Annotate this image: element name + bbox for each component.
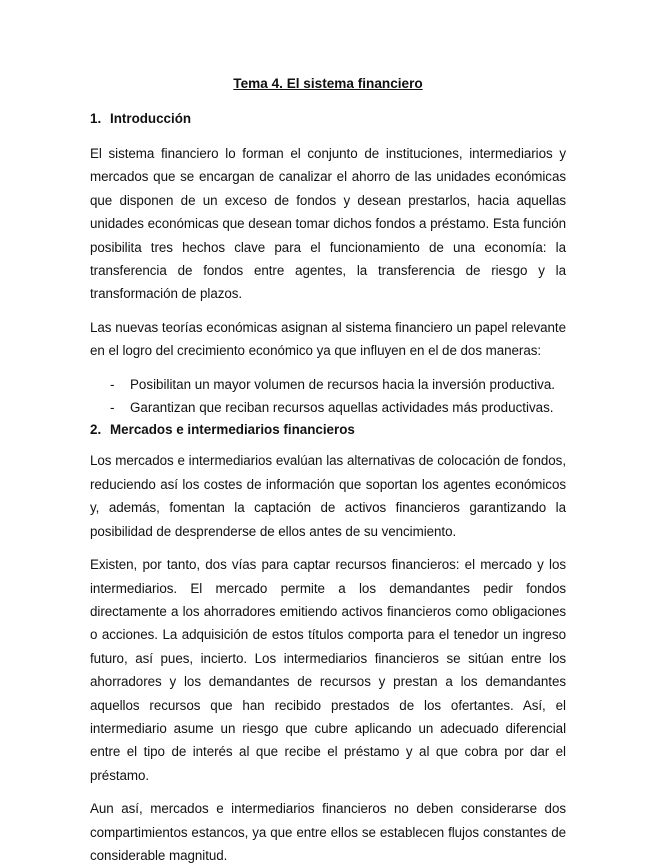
dash-marker: - [110,376,115,392]
section-heading-mercados [90,421,566,439]
paragraph: El sistema financiero lo forman el conjunto de instituciones, intermediarios y mercados que se encargan de canalizar el ahorro de las unidades económicas que disponen de un exceso de fondos y desean prestarlos, hacia aquellas unidades económicas que desean tomar dichos fondos a préstamo. Esta función posibilita tres hechos clave para el funcionamiento de una economía: la transferencia de fondos entre agentes, la transferencia de riesgo y la transformación de plazos. [90,146,566,302]
bullet-list [90,373,566,420]
dash-marker: - [110,400,115,416]
section-heading-text: Mercados e intermediarios financieros [110,422,355,438]
list-item [90,396,566,419]
page-content [90,76,566,867]
paragraph: Las nuevas teorías económicas asignan al sistema financiero un papel relevante en el logro del crecimiento económico ya que influyen en el de dos maneras: [90,319,566,359]
section-number: 1. [90,111,102,126]
section-heading-text: Introducción [110,111,192,126]
paragraph: Existen, por tanto, dos vías para captar recursos financieros: el mercado y los intermediarios. El mercado permite a los demandantes pedir fondos directamente a los ahorradores emitiendo activos financieros como obligaciones o acciones. La adquisición de estos títulos comporta para el tenedor un ingreso futuro, así pues, incierto. Los intermediarios financieros se sitúan entre los ahorradores y los demandantes de recursos y prestan a los demandantes aquellos recursos que han recibido prestados de los ofertantes. Así, el intermediario asume un riesgo que cubre aplicando un adecuado diferencial entre el tipo de interés al que recibe el préstamo y al que cobra por dar el préstamo. [90,557,566,783]
list-item-text: Posibilitan un mayor volumen de recursos hacia la inversión productiva. [130,376,555,392]
document-title: Tema 4. El sistema financiero [233,76,423,91]
section-heading-introduccion [90,110,566,128]
paragraph: Los mercados e intermediarios evalúan las alternativas de colocación de fondos, reduciendo así los costes de información que soportan los agentes económicos y, además, fomentan la captación de activos financieros garantizando la posibilidad de desprenderse de ellos antes de su vencimiento. [90,453,566,539]
paragraph: Aun así, mercados e intermediarios financieros no deben considerarse dos compartimientos estancos, ya que entre ellos se establecen flujos constantes de considerable magnitud. [90,801,566,863]
list-item [90,373,566,396]
list-item-text: Garantizan que reciban recursos aquellas actividades más productivas. [130,400,554,416]
section-number: 2. [90,422,102,438]
